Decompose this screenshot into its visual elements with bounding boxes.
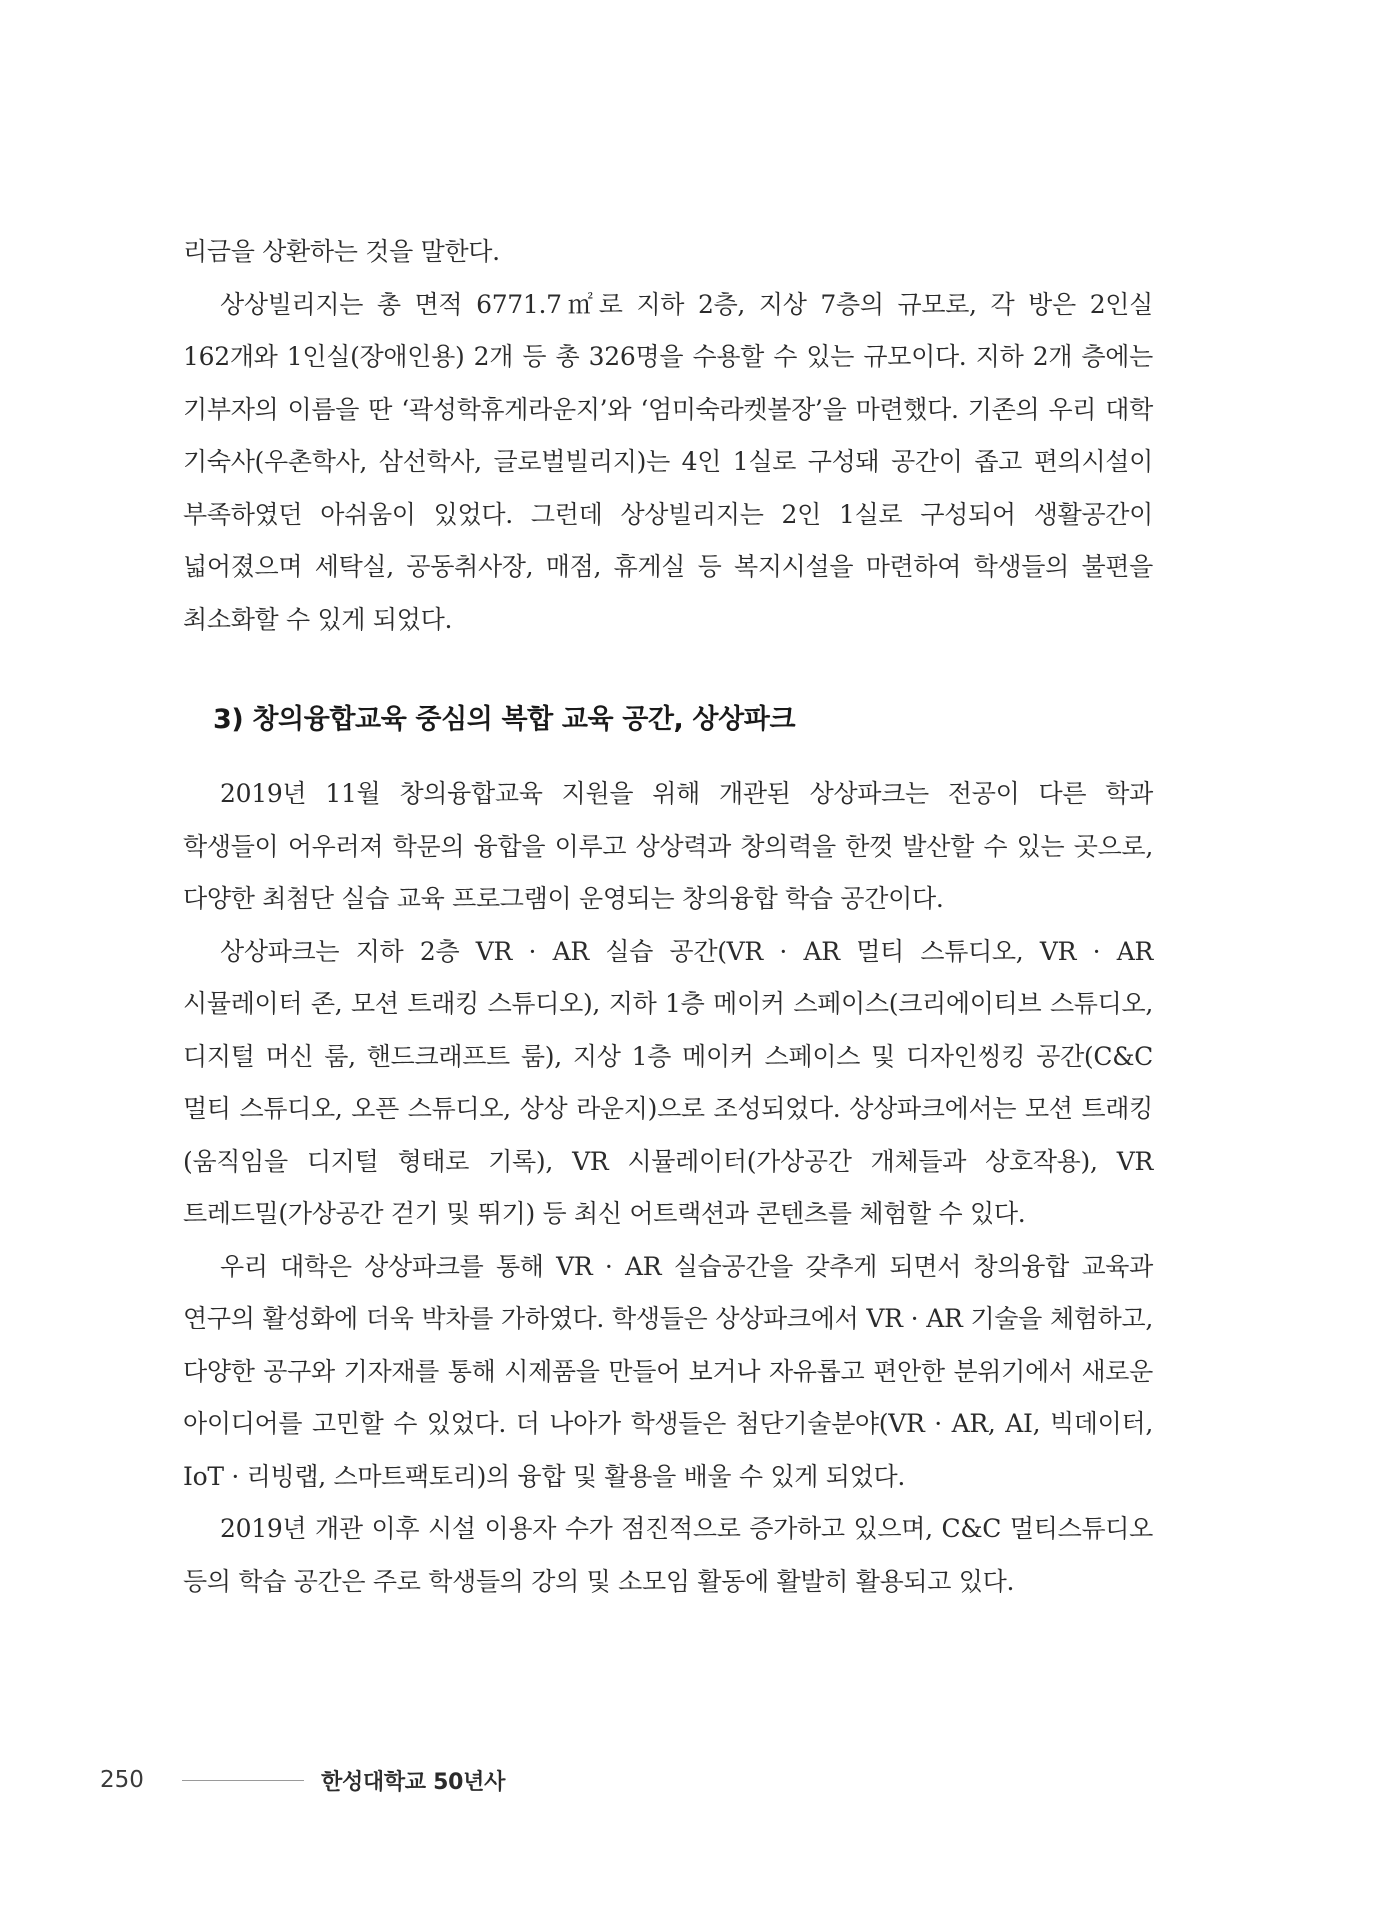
page-footer [100,1760,505,1800]
running-title: 한성대학교 50년사 [321,1769,506,1795]
page-number: 250 [100,1767,144,1793]
footer-divider [182,1780,304,1781]
section-paragraph-intro: 2019년 11월 창의융합교육 지원을 위해 개관된 상상파크는 전공이 다른 학과 학생들이 어우러져 학문의 융합을 이루고 상상력과 창의력을 한껏 발산할 수 있는 곳으로, 다양한 최첨단 실습 교육 프로그램이 운영되는 창의융합 학습 공간이다. [183,779,1153,913]
body-paragraph-village: 상상빌리지는 총 면적 6771.7㎡로 지하 2층, 지상 7층의 규모로, 각 방은 2인실 162개와 1인실(장애인용) 2개 등 총 326명을 수용할 수 있는 규모이다. 지하 2개 층에는 기부자의 이름을 딴 ‘곽성학휴게라운지’와 ‘엄미숙라켓볼장’을 마련했다. 기존의 우리 대학 기숙사(우촌학사, 삼선학사, 글로벌빌리지)는 4인 1실로 구성돼 공간이 좁고 편의시설이 부족하였던 아쉬움이 있었다. 그런데 상상빌리지는 2인 1실로 구성되어 생활공간이 넓어졌으며 세탁실, 공동취사장, 매점, 휴게실 등 복지시설을 마련하여 학생들의 불편을 최소화할 수 있게 되었다. [183,289,1153,634]
section-paragraph-facilities: 상상파크는 지하 2층 VR · AR 실습 공간(VR · AR 멀티 스튜디오, VR · AR 시뮬레이터 존, 모션 트래킹 스튜디오), 지하 1층 메이커 스페이스(크리에이티브 스튜디오, 디지털 머신 룸, 핸드크래프트 룸), 지상 1층 메이커 스페이스 및 디자인씽킹 공간(C&C 멀티 스튜디오, 오픈 스튜디오, 상상 라운지)으로 조성되었다. 상상파크에서는 모션 트래킹(움직임을 디지털 형태로 기록), VR 시뮬레이터(가상공간 개체들과 상호작용), VR 트레드밀(가상공간 걷기 및 뛰기) 등 최신 어트랙션과 콘텐츠를 체험할 수 있다. [183,936,1153,1228]
section-heading: 3) 창의융합교육 중심의 복합 교육 공간, 상상파크 [213,704,796,735]
page-content [183,226,1153,1608]
body-paragraph-continued: 리금을 상환하는 것을 말한다. [183,237,500,266]
section-paragraph-effects: 우리 대학은 상상파크를 통해 VR · AR 실습공간을 갖추게 되면서 창의융합 교육과 연구의 활성화에 더욱 박차를 가하였다. 학생들은 상상파크에서 VR · AR 기술을 체험하고, 다양한 공구와 기자재를 통해 시제품을 만들어 보거나 자유롭고 편안한 분위기에서 새로운 아이디어를 고민할 수 있었다. 더 나아가 학생들은 첨단기술분야(VR · AR, AI, 빅데이터, IoT · 리빙랩, 스마트팩토리)의 융합 및 활용을 배울 수 있게 되었다. [183,1251,1153,1491]
section-paragraph-usage: 2019년 개관 이후 시설 이용자 수가 점진적으로 증가하고 있으며, C&C 멀티스튜디오 등의 학습 공간은 주로 학생들의 강의 및 소모임 활동에 활발히 활용되고 있다. [183,1514,1153,1596]
